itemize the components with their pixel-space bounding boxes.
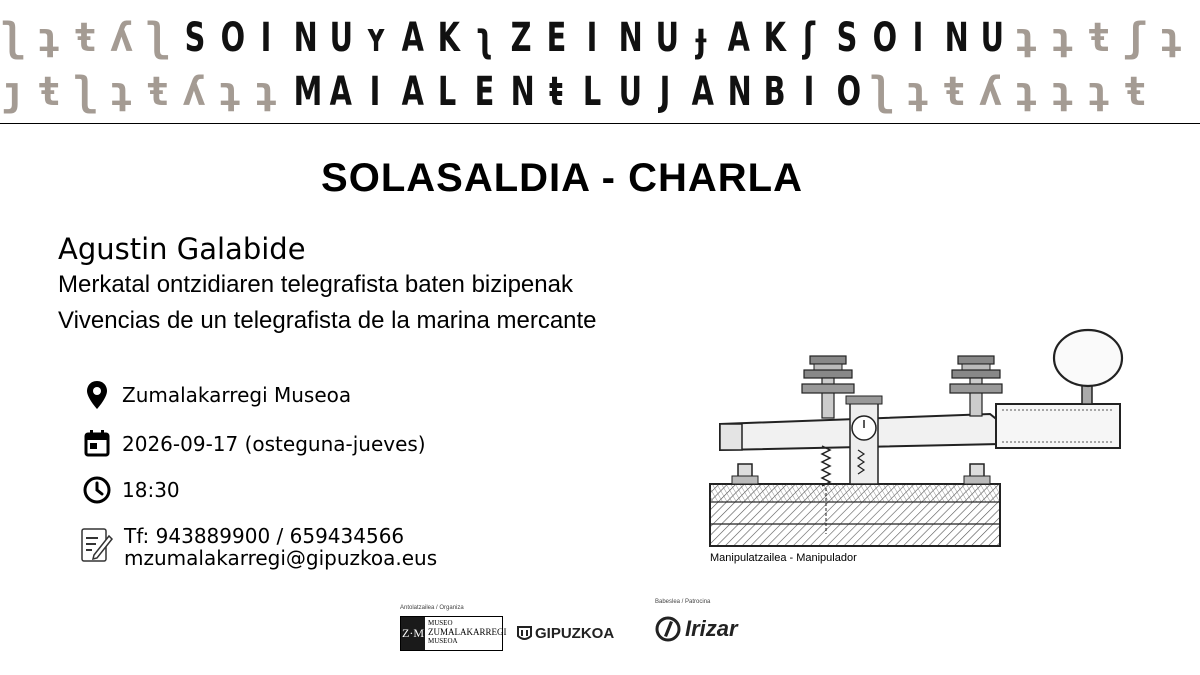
sponsor-label: Babeslea / Patrocina <box>655 599 711 605</box>
banner-letter: M <box>293 69 322 115</box>
banner-glyph: ŧ <box>73 15 98 61</box>
banner-letter: ŧ <box>549 69 563 115</box>
gipuzkoa-shield-icon <box>517 626 532 642</box>
banner-letter: N <box>727 69 752 115</box>
banner-letter: ʃ <box>803 15 816 61</box>
banner-glyph: ʇ <box>218 69 243 115</box>
banner-letter: I <box>586 15 598 61</box>
location-row <box>80 378 540 412</box>
museum-logo-line3: MUSEOA <box>428 637 458 645</box>
banner-letter: I <box>804 69 815 115</box>
banner-glyph: ʅ <box>73 69 98 115</box>
banner-letter: A <box>691 69 714 115</box>
banner-letter: N <box>944 15 969 61</box>
banner-letter: N <box>510 69 535 115</box>
banner-letter: B <box>763 69 786 115</box>
banner-glyph: ʅ <box>145 15 170 61</box>
zumalakarregi-museum-logo <box>400 616 507 651</box>
banner-row-maialen-lujanbio <box>0 66 1200 118</box>
banner-letter: O <box>220 15 246 61</box>
contact-text <box>124 525 437 569</box>
banner-glyph: ʇ <box>1159 15 1184 61</box>
banner-glyph: ʇ <box>109 69 134 115</box>
banner-letter: K <box>438 15 461 61</box>
banner-glyph: ȷ <box>0 69 26 115</box>
location-text: Zumalakarregi Museoa <box>122 383 352 407</box>
banner-divider <box>0 123 1200 124</box>
banner-letter: L <box>583 69 602 115</box>
organizer-label: Antolatzailea / Organiza <box>400 605 464 611</box>
banner-glyph: ŧ <box>1123 69 1148 115</box>
banner-glyph: ʎ <box>109 15 134 61</box>
illustration-caption: Manipulatzailea - Manipulador <box>710 552 857 564</box>
date-text: 2026-09-17 (osteguna-jueves) <box>122 432 426 456</box>
clock-icon <box>80 473 114 507</box>
location-pin-icon <box>80 378 114 412</box>
banner-glyph: ʅ <box>869 69 894 115</box>
banner-glyph: ʎ <box>978 69 1003 115</box>
banner-letter: ɟ <box>695 15 706 61</box>
banner-letter: A <box>329 69 352 115</box>
banner-glyph: ʎ <box>181 69 207 115</box>
banner-letter: S <box>836 15 857 61</box>
banner-glyph: ʇ <box>1050 15 1075 61</box>
banner-letter: U <box>655 15 679 61</box>
time-text: 18:30 <box>122 478 180 502</box>
banner-letter: A <box>401 69 425 115</box>
banner-letter: E <box>546 15 567 61</box>
talk-subtitle-basque: Merkatal ontzidiaren telegrafista baten bizipenak <box>58 271 573 298</box>
banner-letter: U <box>329 15 353 61</box>
banner-letter: J <box>659 69 670 115</box>
gipuzkoa-wordmark: GIPUZKOA <box>535 625 615 642</box>
banner-glyph: ʇ <box>254 69 279 115</box>
banner-letter: ʅ <box>474 15 493 61</box>
banner-letter: L <box>438 69 457 115</box>
contact-form-icon <box>80 525 114 565</box>
banner-letter: I <box>912 15 924 61</box>
time-row <box>80 473 540 507</box>
irizar-wordmark: Irizar <box>685 616 738 641</box>
banner-glyph: ʇ <box>1086 69 1112 115</box>
banner-letter: O <box>872 15 897 61</box>
banner-letter: I <box>369 69 381 115</box>
museum-logo-line1: MUSEO <box>428 619 453 627</box>
banner-letter: A <box>401 15 425 61</box>
banner-glyph: ŧ <box>942 69 967 115</box>
banner-letter: Z <box>510 15 532 61</box>
banner-glyph: ŧ <box>37 69 62 115</box>
banner-glyph: ʇ <box>1050 69 1075 115</box>
banner-letter: I <box>261 15 272 61</box>
page-title: SOLASALDIA - CHARLA <box>321 156 803 200</box>
banner-glyph: ʇ <box>1014 69 1039 115</box>
date-row <box>80 427 540 461</box>
banner-glyph: ʇ <box>905 69 931 115</box>
banner-letter: N <box>619 15 644 61</box>
banner-glyph: ŧ <box>1086 15 1112 61</box>
speaker-name: Agustin Galabide <box>58 232 306 266</box>
museum-logo-text <box>428 619 507 646</box>
banner-row-soinuak-zeinuak <box>0 12 1200 64</box>
banner-letter: E <box>474 69 494 115</box>
banner-glyph: ʃ <box>1123 15 1148 61</box>
banner-letter: N <box>293 15 318 61</box>
phone-text: Tf: 943889900 / 659434566 <box>124 524 405 548</box>
banner-letter: A <box>727 15 750 61</box>
speaker-block <box>58 232 698 338</box>
banner-letter: K <box>763 15 787 61</box>
banner-letter: ʏ <box>365 15 387 61</box>
banner-letter: O <box>836 69 861 115</box>
irizar-emblem-icon <box>655 616 681 642</box>
banner-glyph: ʇ <box>37 15 62 61</box>
contact-row <box>80 525 540 571</box>
banner-glyph: ʅ <box>0 15 26 61</box>
banner-letter: U <box>981 15 1005 61</box>
talk-subtitle-spanish: Vivencias de un telegrafista de la marina mercante <box>58 307 597 334</box>
header-banner <box>0 0 1200 124</box>
museum-logo-mark: Z·M <box>401 617 425 650</box>
calendar-icon <box>80 427 114 461</box>
banner-glyph: ʇ <box>1014 15 1039 61</box>
banner-glyph: ŧ <box>145 69 170 115</box>
email-link[interactable]: mzumalakarregi@gipuzkoa.eus <box>124 546 438 570</box>
telegraph-key-illustration <box>690 326 1140 554</box>
banner-letter: S <box>184 15 206 61</box>
banner-letter: U <box>619 69 643 115</box>
museum-logo-line2: ZUMALAKARREGI <box>428 627 507 637</box>
